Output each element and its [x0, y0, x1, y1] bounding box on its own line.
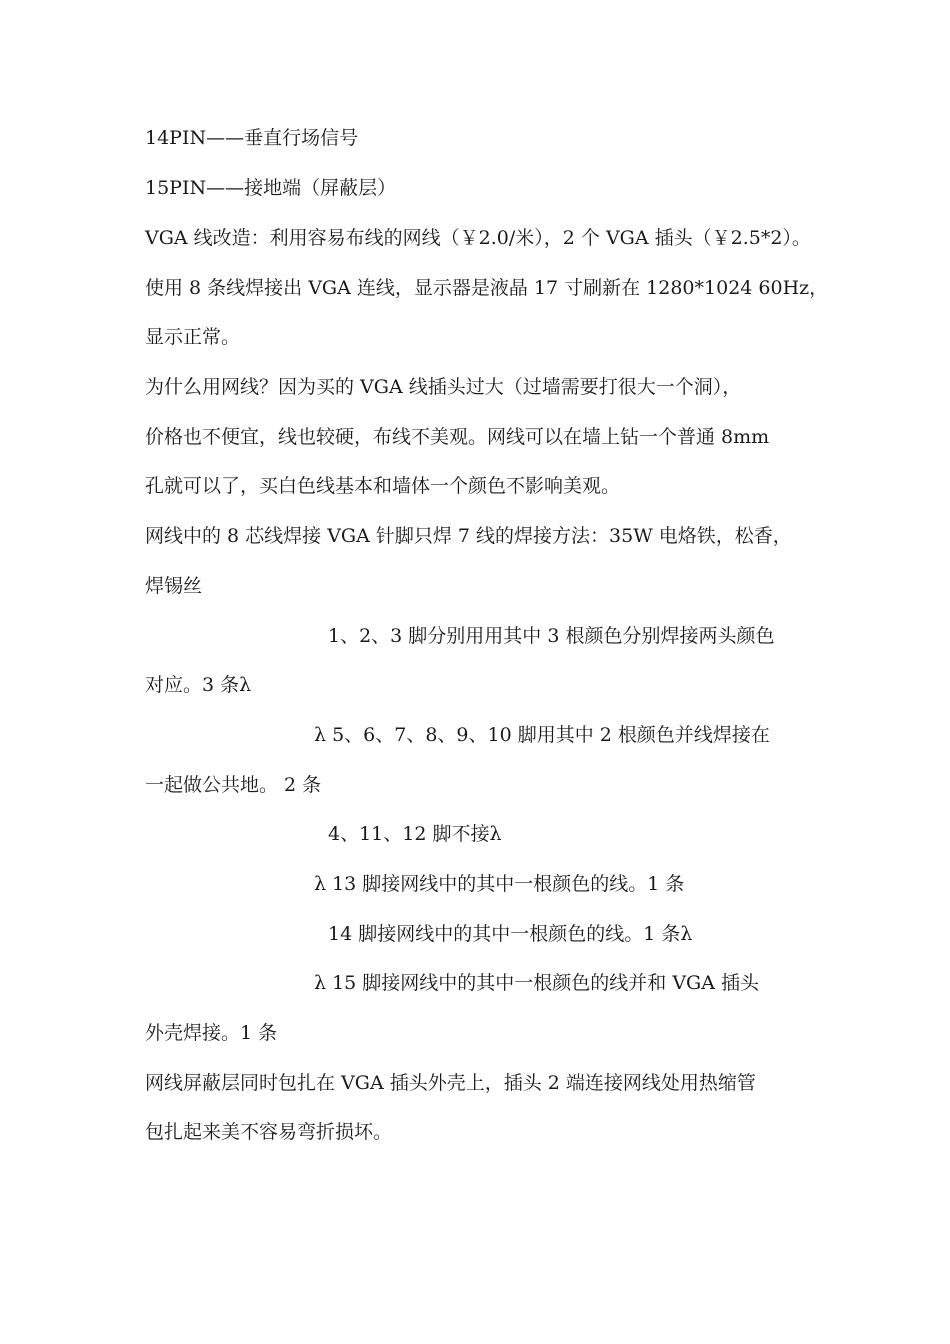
- soldering-result-line: 使用 8 条线焊接出 VGA 连线，显示器是液晶 17 寸刷新在 1280*1024 60Hz，: [145, 277, 829, 299]
- display-normal-line: 显示正常。: [145, 326, 241, 348]
- solder-wire-line: 焊锡丝: [145, 575, 203, 597]
- heat-shrink-line: 包扎起来美不容易弯折损坏。: [145, 1121, 393, 1143]
- why-network-cable-line: 为什么用网线？因为买的 VGA 线插头过大（过墙需要打很大一个洞），: [145, 376, 742, 398]
- pin14-line: 14PIN——垂直行场信号: [145, 127, 359, 149]
- pin15-wire-line: λ 15 脚接网线中的其中一根颜色的线并和 VGA 插头: [314, 972, 759, 994]
- price-and-stiffness-line: 价格也不便宜，线也较硬，布线不美观。网线可以在墙上钻一个普通 8mm: [145, 426, 770, 448]
- pins-5-10-line: λ 5、6、7、8、9、10 脚用其中 2 根颜色并线焊接在: [314, 724, 770, 746]
- shield-wrap-line: 网线屏蔽层同时包扎在 VGA 插头外壳上，插头 2 端连接网线处用热缩管: [145, 1072, 756, 1094]
- pins-1-2-3-line: 1、2、3 脚分别用用其中 3 根颜色分别焊接两头颜色: [328, 625, 775, 647]
- pin13-line: λ 13 脚接网线中的其中一根颜色的线。1 条: [314, 873, 685, 895]
- soldering-method-line: 网线中的 8 芯线焊接 VGA 针脚只焊 7 线的焊接方法：35W 电烙铁，松香，: [145, 525, 792, 547]
- pins-1-2-3-count-line: 对应。3 条λ: [145, 674, 252, 696]
- pin15-shell-line: 外壳焊接。1 条: [145, 1022, 278, 1044]
- pins-5-10-count-line: 一起做公共地。 2 条: [145, 774, 322, 796]
- pin15-line: 15PIN——接地端（屏蔽层）: [145, 177, 397, 199]
- vga-modification-line: VGA 线改造：利用容易布线的网线（￥2.0/米），2 个 VGA 插头（￥2.5*2）。: [145, 227, 811, 249]
- pin14-wire-line: 14 脚接网线中的其中一根颜色的线。1 条λ: [328, 923, 693, 945]
- hole-and-color-line: 孔就可以了，买白色线基本和墙体一个颜色不影响美观。: [145, 475, 621, 497]
- pins-4-11-12-line: 4、11、12 脚不接λ: [328, 823, 502, 845]
